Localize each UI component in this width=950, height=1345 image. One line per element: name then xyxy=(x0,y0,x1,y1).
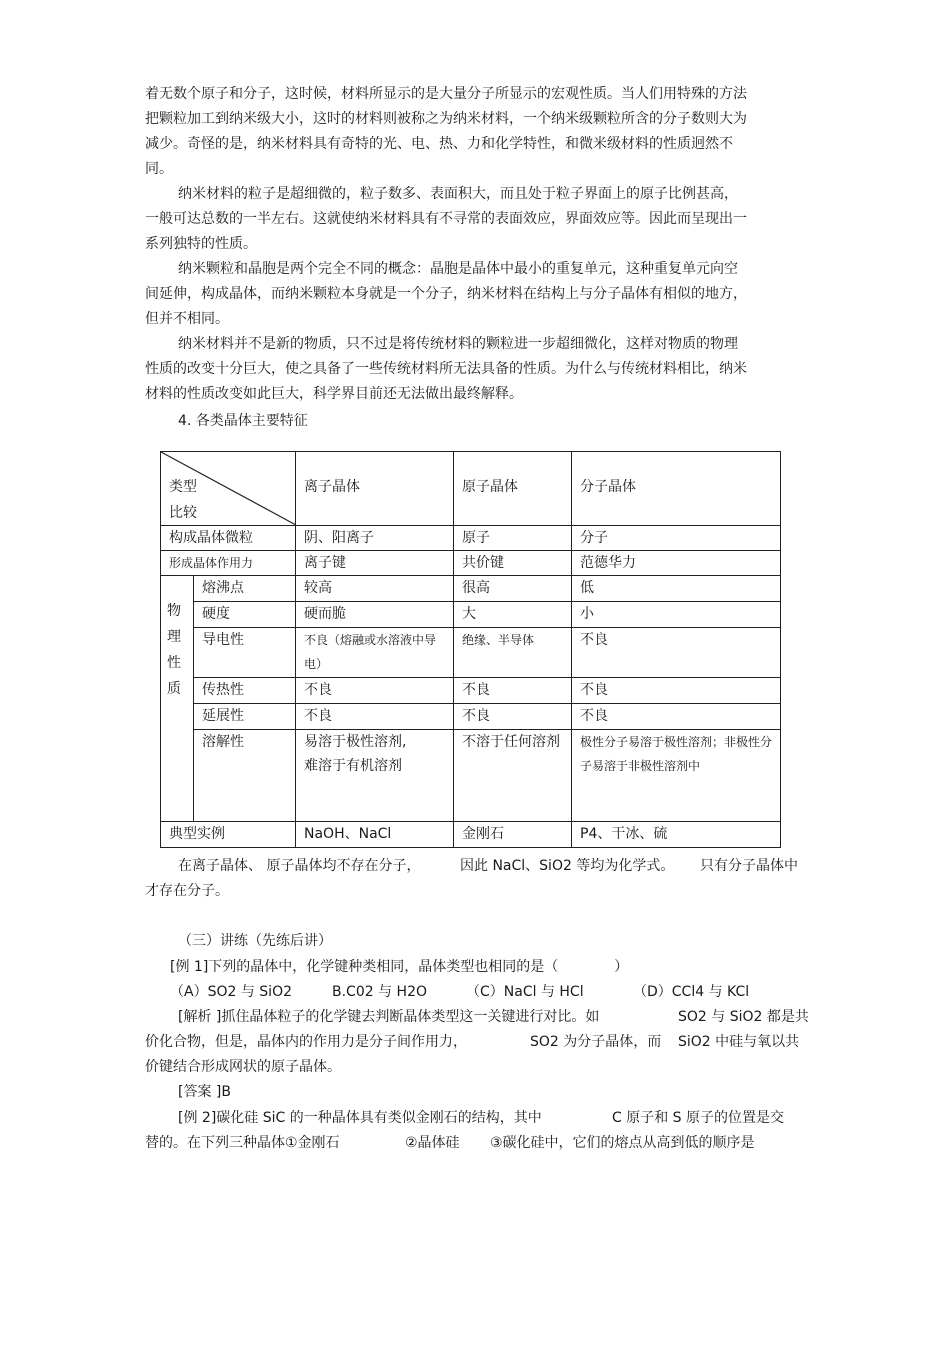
paragraph-1: 着无数个原子和分子，这时候，材料所显示的是大量分子所显示的宏观性质。当人们用特殊的方法把颗粒加工到纳米级大小，这时的材料则被称之为纳米材料，一个纳米级颗粒所含的分子数则大为减少。奇怪的是，纳米材料具有奇特的光、电、热、力和化学特性，和微米级材料的性质迥然不同。 xyxy=(145,86,747,177)
note-part-d: 才存在分子。 xyxy=(145,883,229,899)
example1-option-c: （C）NaCl 与 HCl xyxy=(466,984,584,1000)
example1-option-b: B.C02 与 H2O xyxy=(332,984,427,1000)
corner-top-label: 类型 xyxy=(169,479,197,495)
example1-analysis-line2: 价化合物，但是，晶体内的作用力是分子间作用力， xyxy=(145,1034,467,1050)
corner-bottom-label: 比较 xyxy=(169,505,197,521)
row-label: 硬度 xyxy=(194,602,296,628)
cell: 不良 xyxy=(296,704,454,730)
example2-line1b: C 原子和 S 原子的位置是交 xyxy=(612,1110,785,1126)
cell: 小 xyxy=(572,602,781,628)
table-row xyxy=(161,526,781,551)
physical-properties-label: 物 理 性 质 xyxy=(161,576,194,822)
example1-option-d: （D）CCl4 与 KCl xyxy=(633,984,750,1000)
table-row xyxy=(161,602,781,628)
example2-line2a: 替的。在下列三种晶体①金刚石 xyxy=(145,1135,340,1151)
paragraph-4: 纳米材料并不是新的物质，只不过是将传统材料的颗粒进一步超细微化，这样对物质的物理性质的改变十分巨大，使之具备了一些传统材料所无法具备的性质。为什么与传统材料相比，纳米材料的性质改变如此巨大，科学界目前还无法做出最终解释。 xyxy=(145,336,747,402)
paragraph-2: 纳米材料的粒子是超细微的，粒子数多、表面积大，而且处于粒子界面上的原子比例甚高，一般可达总数的一半左右。这就使纳米材料具有不寻常的表面效应，界面效应等。因此而呈现出一系列独特的性质。 xyxy=(145,186,747,252)
cell: 大 xyxy=(454,602,572,628)
table-row xyxy=(161,730,781,822)
cell: 金刚石 xyxy=(454,822,572,848)
header-ionic: 离子晶体 xyxy=(296,452,454,526)
cell: 不良 xyxy=(572,678,781,704)
paragraph-3: 纳米颗粒和晶胞是两个完全不同的概念：晶胞是晶体中最小的重复单元，这种重复单元向空间延伸，构成晶体，而纳米颗粒本身就是一个分子，纳米材料在结构上与分子晶体有相似的地方，但并不相同。 xyxy=(145,261,747,327)
cell: 离子键 xyxy=(296,551,454,576)
table-row xyxy=(161,576,781,602)
note-part-c: 只有分子晶体中 xyxy=(700,858,798,874)
cell: 不良 xyxy=(454,678,572,704)
header-molecular: 分子晶体 xyxy=(572,452,781,526)
example2-line2b: ②晶体硅 xyxy=(405,1135,460,1151)
row-label: 构成晶体微粒 xyxy=(161,526,296,551)
cell: 易溶于极性溶剂, 难溶于有机溶剂 xyxy=(296,730,454,822)
cell: 较高 xyxy=(296,576,454,602)
example1-analysis-line1b: SO2 与 SiO2 都是共 xyxy=(678,1009,809,1025)
cell: 共价键 xyxy=(454,551,572,576)
cell: 不良 xyxy=(296,678,454,704)
example1-analysis-line3: 价键结合形成网状的原子晶体。 xyxy=(145,1059,341,1075)
cell: NaOH、NaCl xyxy=(296,822,454,848)
note-part-b: 因此 NaCl、SiO2 等均为化学式。 xyxy=(460,858,675,874)
row-label: 传热性 xyxy=(194,678,296,704)
header-atomic: 原子晶体 xyxy=(454,452,572,526)
cell: 极性分子易溶于极性溶剂；非极性分子易溶于非极性溶剂中 xyxy=(572,730,781,822)
row-label: 溶解性 xyxy=(194,730,296,822)
cell: 硬而脆 xyxy=(296,602,454,628)
note-part-a: 在离子晶体、 原子晶体均不存在分子， xyxy=(178,858,421,874)
cell: 阴、阳离子 xyxy=(296,526,454,551)
row-label: 熔沸点 xyxy=(194,576,296,602)
example1-question: [例 1]下列的晶体中，化学键种类相同，晶体类型也相同的是（ ） xyxy=(170,959,629,975)
row-label: 导电性 xyxy=(194,628,296,678)
row-label: 形成晶体作用力 xyxy=(161,551,296,576)
example1-answer: [答案 ]B xyxy=(178,1084,231,1100)
example1-analysis-line1: [解析 ]抓住晶体粒子的化学键去判断晶体类型这一关键进行对比。如 xyxy=(178,1009,600,1025)
example1-option-a: （A）SO2 与 SiO2 xyxy=(170,984,292,1000)
table-row xyxy=(161,628,781,678)
cell: 很高 xyxy=(454,576,572,602)
table-row xyxy=(161,678,781,704)
table-header-row xyxy=(161,452,781,526)
row-label: 延展性 xyxy=(194,704,296,730)
table-row xyxy=(161,704,781,730)
corner-cell xyxy=(161,452,296,526)
cell: 不溶于任何溶剂 xyxy=(454,730,572,822)
example2-line1a: [例 2]碳化硅 SiC 的一种晶体具有类似金刚石的结构，其中 xyxy=(178,1110,542,1126)
cell: P4、干冰、硫 xyxy=(572,822,781,848)
example1-analysis-line2c: SiO2 中硅与氧以共 xyxy=(678,1034,800,1050)
cell: 不良（熔融或水溶液中导电） xyxy=(296,628,454,678)
example1-analysis-line2b: SO2 为分子晶体，而 xyxy=(530,1034,662,1050)
section-heading: 4. 各类晶体主要特征 xyxy=(178,413,308,429)
cell: 不良 xyxy=(572,628,781,678)
cell: 绝缘、半导体 xyxy=(454,628,572,678)
cell: 范德华力 xyxy=(572,551,781,576)
practice-heading: （三）讲练（先练后讲） xyxy=(178,933,332,949)
example2-line2c: ③碳化硅中，它们的熔点从高到低的顺序是 xyxy=(490,1135,755,1151)
cell: 低 xyxy=(572,576,781,602)
cell: 分子 xyxy=(572,526,781,551)
table-row xyxy=(161,822,781,848)
crystal-table xyxy=(160,451,781,848)
cell: 不良 xyxy=(454,704,572,730)
cell: 不良 xyxy=(572,704,781,730)
table-row xyxy=(161,551,781,576)
row-label: 典型实例 xyxy=(161,822,296,848)
cell: 原子 xyxy=(454,526,572,551)
